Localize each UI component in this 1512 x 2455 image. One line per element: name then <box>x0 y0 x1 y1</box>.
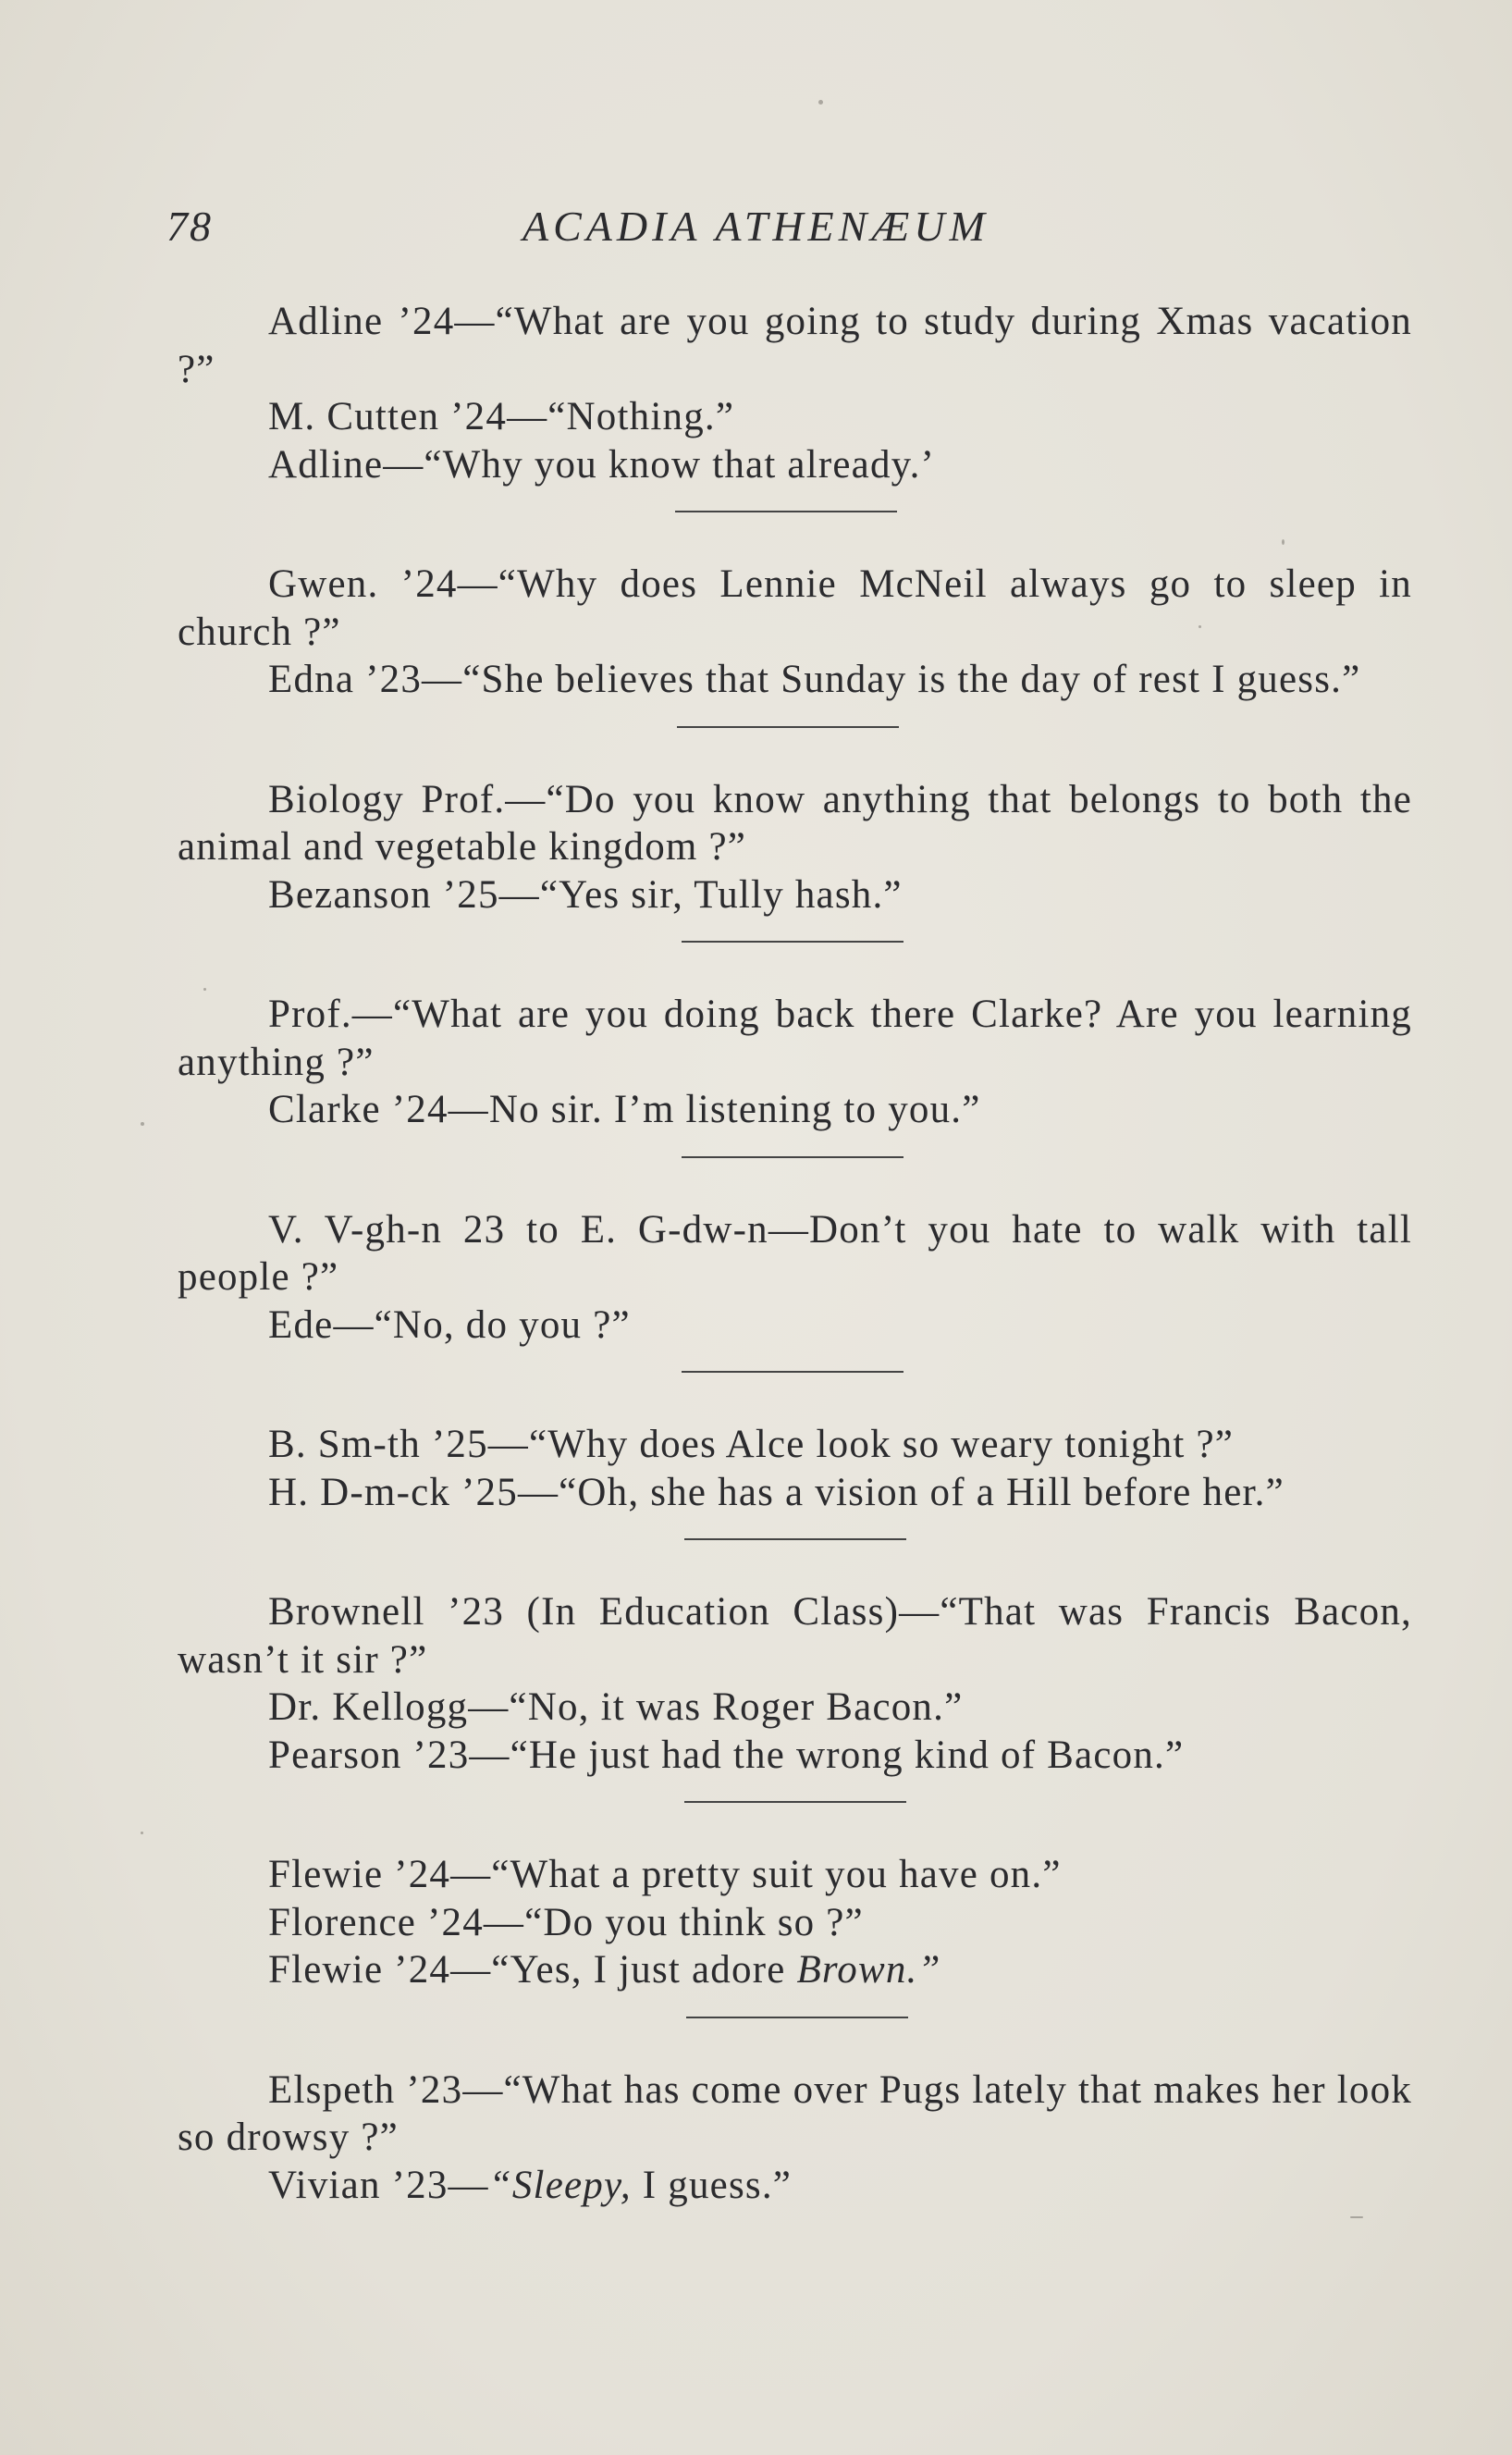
paper-speck <box>141 1122 144 1126</box>
section-divider <box>682 1156 904 1158</box>
dialogue-line: Edna ’23—“She believes that Sunday is the day of rest I guess.” <box>268 658 1361 701</box>
dialogue-line: M. Cutten ’24—“Nothing.” <box>268 395 735 438</box>
dialogue-line: H. D-m-ck ’25—“Oh, she has a vision of a Hill before her.” <box>268 1470 1285 1514</box>
section-divider <box>682 941 904 943</box>
paper-speck <box>1199 625 1201 628</box>
dialogue-line: Florence ’24—“Do you think so ?” <box>268 1900 864 1944</box>
dialogue-line <box>178 2162 1412 2210</box>
section-divider <box>677 726 899 728</box>
line-text: I guess.” <box>631 2163 793 2207</box>
paper-speck <box>1282 539 1285 545</box>
dialogue-line: Elspeth ’23—“What has come over Pugs lately that makes her look so drowsy ?” <box>178 2067 1412 2159</box>
section-divider <box>684 1801 906 1803</box>
joke-adline <box>178 298 1412 488</box>
italic-text: “Sleepy, <box>488 2163 632 2207</box>
line-text: Flewie ’24—“Yes, I just adore <box>268 1948 797 1992</box>
paper-speck <box>141 1832 143 1834</box>
dialogue-line: Gwen. ’24—“Why does Lennie McNeil always go to sleep in church ?” <box>178 562 1412 654</box>
section-divider <box>675 511 897 512</box>
line-text: Vivian ’23— <box>268 2163 489 2207</box>
dialogue-line <box>178 1946 1412 1994</box>
joke-weary <box>178 1421 1412 1516</box>
dialogue-line: Clarke ’24—No sir. I’m listening to you.” <box>268 1088 981 1131</box>
dialogue-line: V. V-gh-n 23 to E. G-dw-n—Don’t you hate to walk with tall people ?” <box>178 1207 1412 1299</box>
dialogue-line: Bezanson ’25—“Yes sir, Tully hash.” <box>268 872 903 917</box>
joke-gwen <box>178 561 1412 704</box>
dialogue-line: Pearson ’23—“He just had the wrong kind of Bacon.” <box>268 1733 1185 1777</box>
joke-clarke <box>178 991 1412 1134</box>
joke-biology <box>178 776 1412 919</box>
running-header <box>166 202 1415 257</box>
dialogue-line: Dr. Kellogg—“No, it was Roger Bacon.” <box>268 1685 964 1729</box>
section-divider <box>684 1538 906 1540</box>
paper-speck <box>1350 2216 1363 2218</box>
paper-speck <box>203 988 206 991</box>
page-number: 78 <box>166 203 213 250</box>
section-divider <box>686 2017 908 2018</box>
joke-flewie <box>178 1851 1412 1994</box>
joke-tall-people <box>178 1206 1412 1350</box>
section-divider <box>682 1371 904 1373</box>
dialogue-line: Ede—“No, do you ?” <box>268 1302 631 1347</box>
dialogue-line: Prof.—“What are you doing back there Clarke? Are you learning anything ?” <box>178 993 1412 1084</box>
joke-bacon <box>178 1588 1412 1779</box>
dialogue-line: Biology Prof.—“Do you know anything that belongs to both the animal and vegetable kingdom ?” <box>178 777 1412 869</box>
page-body <box>178 298 1412 2209</box>
dialogue-line: Brownell ’23 (In Education Class)—“That was Francis Bacon, wasn’t it sir ?” <box>178 1590 1412 1682</box>
italic-text: Brown.” <box>796 1948 941 1992</box>
dialogue-line: Adline—“Why you know that already.’ <box>268 442 936 487</box>
dialogue-line: B. Sm-th ’25—“Why does Alce look so weary tonight ?” <box>268 1423 1235 1466</box>
joke-elspeth <box>178 2066 1412 2210</box>
dialogue-line: Adline ’24—“What are you going to study during Xmas vacation ?” <box>178 300 1412 391</box>
running-title: ACADIA ATHENÆUM <box>522 203 990 250</box>
dialogue-line: Flewie ’24—“What a pretty suit you have on.” <box>268 1853 1062 1896</box>
paper-speck <box>818 100 823 105</box>
